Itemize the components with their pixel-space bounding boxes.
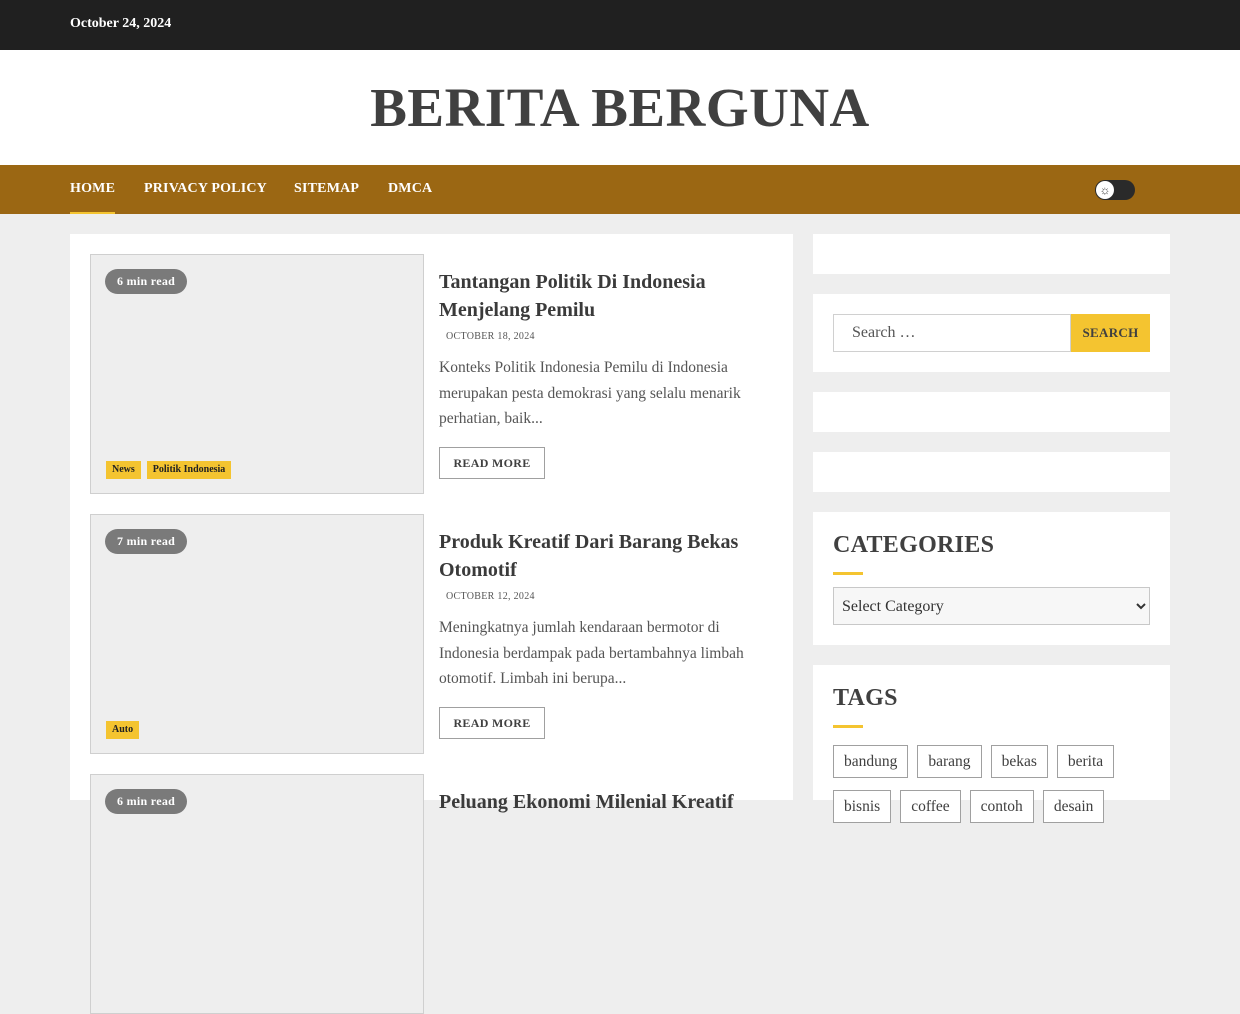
read-time-badge: 6 min read (105, 269, 187, 294)
post-excerpt: Konteks Politik Indonesia Pemilu di Indonesia merupakan pesta demokrasi yang selalu menarik perhatian, baik... (439, 359, 741, 427)
read-more-button[interactable]: READ MORE (439, 707, 545, 739)
post-thumbnail[interactable] (90, 254, 424, 494)
tag-link[interactable]: contoh (970, 790, 1034, 823)
nav-item-dmca[interactable]: DMCA (388, 181, 433, 196)
empty-widget (813, 234, 1170, 274)
category-tag-news[interactable]: News (106, 461, 141, 479)
post-categories (106, 721, 139, 739)
tag-link[interactable]: bandung (833, 745, 908, 778)
post-thumbnail[interactable] (90, 514, 424, 754)
nav-item-sitemap[interactable]: SITEMAP (294, 181, 360, 196)
post-date: OCTOBER 18, 2024 (446, 331, 535, 342)
search-widget (813, 294, 1170, 372)
tag-link[interactable]: bisnis (833, 790, 891, 823)
search-button[interactable]: SEARCH (1071, 314, 1150, 352)
nav-item-privacy-policy[interactable]: PRIVACY POLICY (144, 181, 267, 196)
site-title[interactable]: BERITA BERGUNA (370, 77, 870, 138)
post-card (90, 514, 774, 754)
post-list (70, 234, 793, 813)
current-date: October 24, 2024 (70, 16, 172, 31)
main-navigation (0, 165, 1240, 214)
post-categories (106, 461, 231, 479)
tag-link[interactable]: barang (917, 745, 981, 778)
tags-widget (813, 665, 1170, 815)
read-time-badge: 6 min read (105, 789, 187, 814)
tag-cloud (833, 745, 1153, 823)
category-tag-auto[interactable]: Auto (106, 721, 139, 739)
post-thumbnail[interactable] (90, 774, 424, 1014)
post-title[interactable]: Tantangan Politik Di Indonesia Menjelang Pemilu (439, 271, 706, 321)
categories-widget (813, 512, 1170, 645)
top-bar (0, 0, 1240, 50)
post-title[interactable]: Peluang Ekonomi Milenial Kreatif (439, 791, 734, 813)
categories-title: CATEGORIES (833, 532, 995, 558)
category-select[interactable] (833, 587, 1150, 625)
nav-item-home[interactable]: HOME (70, 181, 116, 196)
post-date: OCTOBER 12, 2024 (446, 591, 535, 602)
site-header (0, 50, 1240, 165)
tags-title: TAGS (833, 685, 898, 711)
sun-icon: ☼ (1096, 181, 1114, 199)
tag-link[interactable]: bekas (991, 745, 1048, 778)
post-excerpt: Meningkatnya jumlah kendaraan bermotor di Indonesia berdampak pada bertambahnya limbah otomotif. Limbah ini berupa... (439, 619, 744, 687)
theme-toggle[interactable] (1095, 180, 1135, 200)
tag-link[interactable]: desain (1043, 790, 1105, 823)
post-card (90, 254, 774, 494)
post-card (90, 774, 774, 1014)
search-input[interactable] (833, 314, 1071, 352)
empty-widget (813, 392, 1170, 432)
empty-widget (813, 452, 1170, 492)
category-tag-politik-indonesia[interactable]: Politik Indonesia (147, 461, 232, 479)
tag-link[interactable]: berita (1057, 745, 1114, 778)
read-more-button[interactable]: READ MORE (439, 447, 545, 479)
read-time-badge: 7 min read (105, 529, 187, 554)
post-title[interactable]: Produk Kreatif Dari Barang Bekas Otomotif (439, 531, 739, 581)
tag-link[interactable]: coffee (900, 790, 960, 823)
